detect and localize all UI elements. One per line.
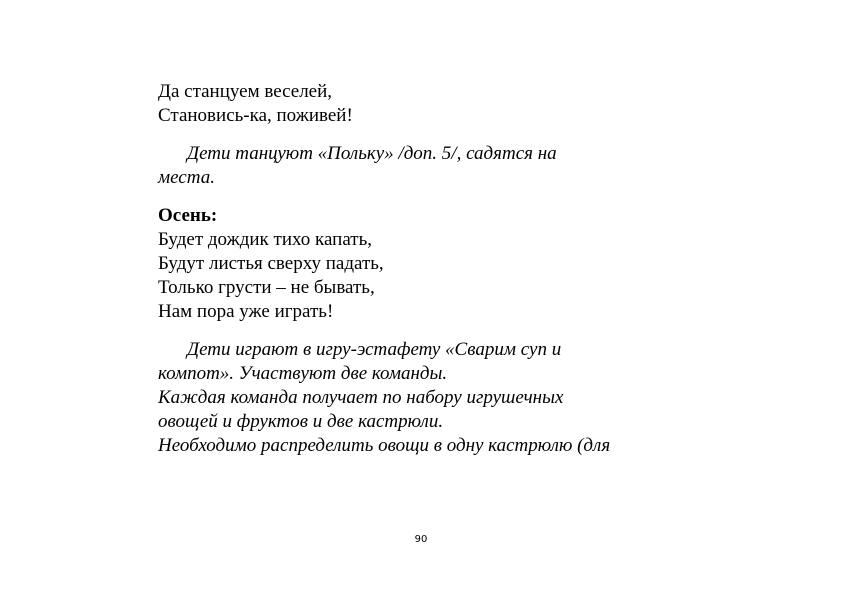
verse-stanza-1	[158, 80, 718, 128]
speaker-name: Осень:	[158, 205, 218, 226]
verse-stanza-2	[158, 204, 718, 324]
stage-direction-1	[158, 142, 718, 190]
verse-line: Только грусти – не бывать,	[158, 277, 375, 298]
verse-line: Будет дождик тихо капать,	[158, 229, 372, 250]
stage-direction-line: Необходимо распределить овощи в одну кастрюлю (для	[158, 435, 611, 456]
stage-direction-line: компот». Участвуют две команды.	[158, 363, 448, 384]
page-text	[158, 80, 718, 472]
verse-line: Будут листья сверху падать,	[158, 253, 384, 274]
stage-direction-line: Каждая команда получает по набору игрушечных	[158, 387, 564, 408]
stage-direction-2	[158, 338, 718, 458]
page-number: 90	[414, 534, 428, 545]
verse-line: Нам пора уже играть!	[158, 301, 334, 322]
stage-direction-line: Дети танцуют «Польку» /доп. 5/, садятся на	[187, 143, 557, 164]
stage-direction-line: места.	[158, 167, 215, 188]
stage-direction-line: овощей и фруктов и две кастрюли.	[158, 411, 444, 432]
verse-line: Да станцуем веселей,	[158, 81, 333, 102]
stage-direction-line: Дети играют в игру-эстафету «Сварим суп и	[187, 339, 562, 360]
verse-line: Становись-ка, поживей!	[158, 105, 353, 126]
